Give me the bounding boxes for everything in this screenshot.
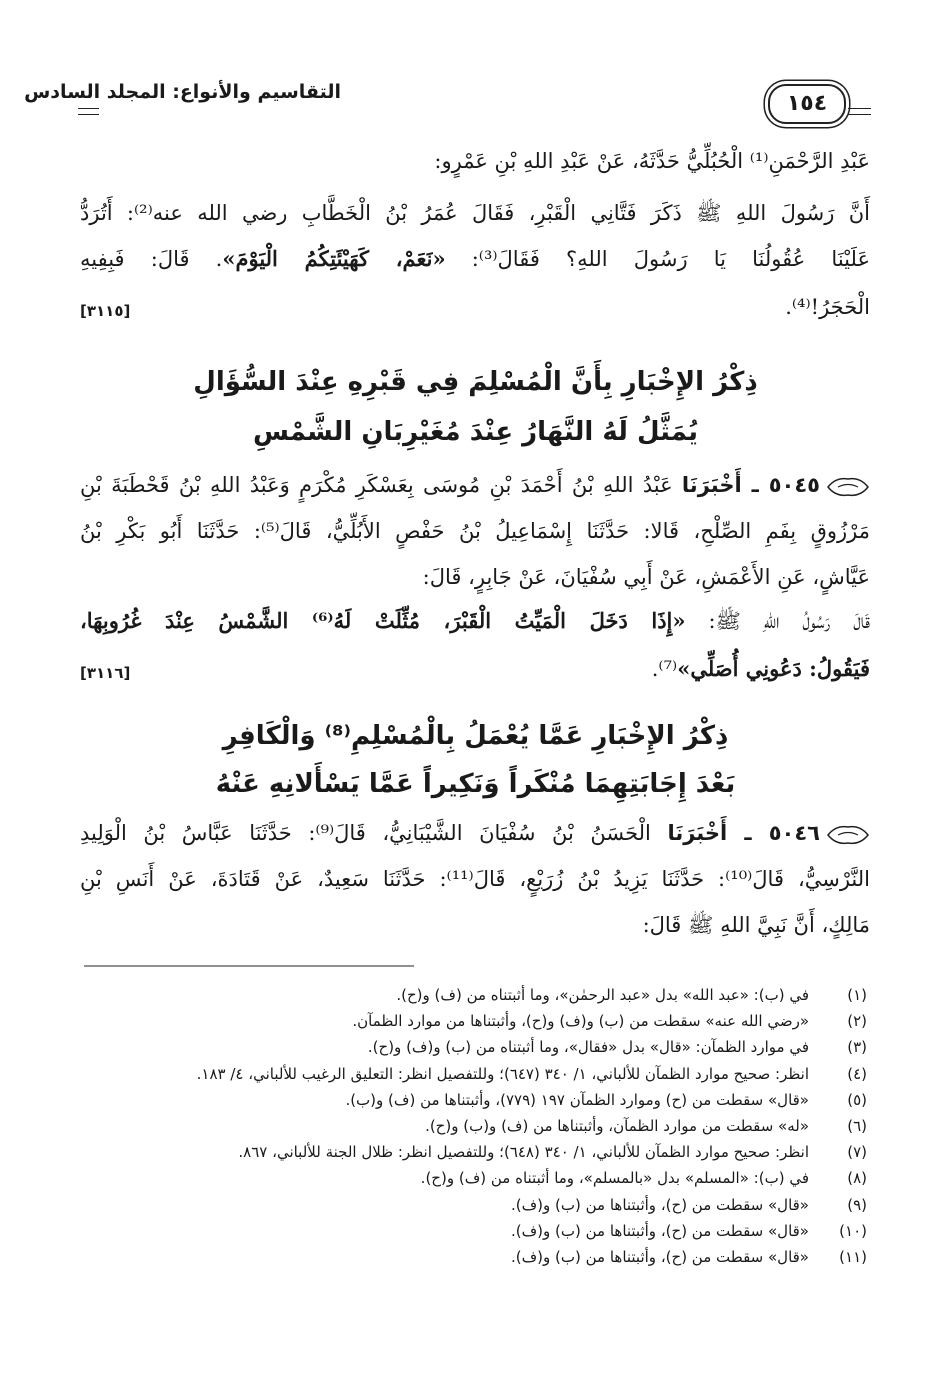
body-line: الْحَجَرُ!⁽⁴⁾. bbox=[785, 295, 870, 319]
footnote bbox=[77, 1037, 867, 1057]
footnote-text: في (ب): «المسلم» بدل «بالمسلم»، وما أثبتناه من (ف) و(ح). bbox=[420, 1169, 809, 1188]
footnote-text: في (ب): «عبد الله» بدل «عبد الرحمٰن»، وما أثبتناه من (ف) و(ح). bbox=[396, 986, 809, 1004]
header-rule-short bbox=[848, 108, 871, 109]
prophetic-quote: «إِذَا دَخَلَ الْمَيِّتُ الْقَبْرَ، مُثِّلَتْ لَهُ⁽⁶⁾ الشَّمْسُ عِنْدَ غُرُوبِهَا، bbox=[80, 608, 686, 633]
body-text: . قَالَ: فَبِفِيهِ bbox=[80, 247, 223, 271]
body-text: ⁽⁷⁾. bbox=[651, 657, 678, 681]
footnote-text: في موارد الظمآن: «قال» بدل «فقال»، وما أثبتناه من (ب) و(ف) و(ح). bbox=[367, 1038, 809, 1057]
footnote bbox=[77, 1195, 867, 1215]
header-rule-short bbox=[848, 114, 871, 115]
footnote-text: «له» سقطت من موارد الظمآن، وأثبتناها من (ف) و(ب) و(ح). bbox=[425, 1117, 809, 1135]
prophetic-quote: «نَعَمْ، كَهَيْئَتِكُمُ الْيَوْمَ» bbox=[222, 246, 446, 271]
footnote-number: (٧) bbox=[847, 1143, 867, 1162]
footnote-number: (١٠) bbox=[839, 1221, 867, 1240]
hadith-number: ٥٠٤٥ ـ أَخْبَرَنَا bbox=[681, 473, 820, 497]
footnote-number: (٢) bbox=[847, 1012, 867, 1031]
body-text: قَالَ رَسُولُ اللهِ ﷺ: bbox=[685, 609, 870, 633]
running-header-title: التقاسيم والأنواع: المجلد السادس bbox=[24, 81, 341, 103]
akhbarana-ornament-icon bbox=[826, 476, 870, 498]
footnote-text: «قال» سقطت من (ح)، وأثبتناها من (ب) و(ف). bbox=[510, 1195, 809, 1214]
footnote-text: «قال» سقطت من (ح) وموارد الظمآن ١٩٧ (٧٧٩)، وأثبتناها من (ف) و(ب). bbox=[345, 1090, 809, 1109]
body-line bbox=[80, 606, 870, 636]
footnote bbox=[77, 1064, 867, 1084]
footnote bbox=[77, 1247, 867, 1267]
body-text: الْحَسَنُ بْنُ سُفْيَانَ الشَّيْبَانِيُّ، قَالَ⁽⁹⁾: حَدَّثَنَا عَبَّاسُ بْنُ الْوَلِيدِ bbox=[80, 821, 668, 845]
hadith-reference: [٣١١٥] bbox=[80, 302, 131, 320]
hadith-number: ٥٠٤٦ ـ أَخْبَرَنَا bbox=[667, 821, 820, 845]
body-line: عَيَّاشٍ، عَنِ الأَعْمَشِ، عَنْ أَبِي سُفْيَانَ، عَنْ جَابِرٍ، قَالَ: bbox=[422, 565, 870, 589]
footnote-text: انظر: صحيح موارد الظمآن للألباني، ١/ ٣٤٠ (٦٤٨)؛ وللتفصيل انظر: ظلال الجنة للألباني، ٨٦٧. bbox=[238, 1143, 809, 1162]
body-line bbox=[80, 470, 870, 500]
footnote-number: (٨) bbox=[847, 1169, 867, 1188]
footnote bbox=[77, 1116, 867, 1136]
footnote-number: (٦) bbox=[847, 1117, 867, 1135]
body-text: عَبْدُ اللهِ بْنُ أَحْمَدَ بْنِ مُوسَى بِعَسْكَرِ مُكْرَمٍ وَعَبْدُ اللهِ بْنُ قَحْطَبَةَ بْنِ bbox=[80, 473, 682, 497]
footnote-number: (٥) bbox=[847, 1090, 867, 1109]
section-heading: يُمَثَّلُ لَهُ النَّهَارُ عِنْدَ مُغَيْرِبَانِ الشَّمْسِ bbox=[253, 417, 698, 447]
body-line bbox=[80, 244, 870, 274]
body-line: أَنَّ رَسُولَ اللهِ ﷺ ذَكَرَ فَتَّانِي الْقَبْرِ، فَقَالَ عُمَرُ بْنُ الْخَطَّابِ رضي الله عنه⁽²⁾: أَتُرَدُّ bbox=[80, 201, 870, 225]
body-line: مَرْزُوقٍ بِفَمِ الصِّلْحِ، قَالا: حَدَّثَنَا إِسْمَاعِيلُ بْنُ حَفْصٍ الأَبُلِّيُّ، قَالَ⁽⁵⁾: حَدَّثَنَا أَبُو بَكْرِ بْنُ bbox=[80, 519, 870, 543]
hadith-reference: [٣١١٦] bbox=[80, 664, 131, 682]
footnote-text: انظر: صحيح موارد الظمآن للألباني، ١/ ٣٤٠ (٦٤٧)؛ وللتفصيل انظر: التعليق الرغيب للألباني، ٤/ ١٨٣. bbox=[196, 1064, 809, 1083]
prophetic-quote: فَيَقُولُ: دَعُونِي أُصَلِّي» bbox=[677, 656, 870, 681]
footnote-text: «قال» سقطت من (ح)، وأثبتناها من (ب) و(ف). bbox=[510, 1221, 809, 1240]
body-line bbox=[80, 818, 870, 848]
footnote-number: (٩) bbox=[847, 1195, 867, 1214]
body-text: عَلَيْنَا عُقُولُنَا يَا رَسُولَ اللهِ؟ فَقَالَ⁽³⁾: bbox=[445, 247, 870, 271]
footnote bbox=[77, 1090, 867, 1110]
footnote bbox=[77, 1221, 867, 1241]
footnote-separator bbox=[84, 964, 414, 968]
body-line: النَّرْسِيُّ، قَالَ⁽¹⁰⁾: حَدَّثَنَا يَزِيدُ بْنُ زُرَيْعٍ، قَالَ⁽¹¹⁾: حَدَّثَنَا سَعِيدٌ، عَنْ قَتَادَةَ، عَنْ أَنَسِ بْنِ bbox=[80, 867, 870, 891]
footnote-number: (٣) bbox=[847, 1038, 867, 1057]
footnote-number: (١١) bbox=[839, 1248, 867, 1266]
section-heading: ذِكْرُ الإِخْبَارِ بِأَنَّ الْمُسْلِمَ فِي قَبْرِهِ عِنْدَ السُّؤَالِ bbox=[193, 367, 758, 397]
header-rule bbox=[78, 108, 99, 109]
body-line: مَالِكٍ، أَنَّ نَبِيَّ اللهِ ﷺ قَالَ: bbox=[642, 913, 870, 937]
footnote-number: (١) bbox=[847, 986, 867, 1004]
footnote bbox=[77, 1142, 867, 1162]
footnote-text: «قال» سقطت من (ح)، وأثبتناها من (ب) و(ف). bbox=[510, 1248, 809, 1266]
body-line: عَبْدِ الرَّحْمَنِ⁽¹⁾ الْحُبُلِّيُّ حَدَّثَهُ، عَنْ عَبْدِ اللهِ بْنِ عَمْرٍو: bbox=[434, 149, 870, 173]
footnote bbox=[77, 985, 867, 1005]
footnote-text: «رضي الله عنه» سقطت من (ب) و(ف) و(ح)، وأثبتناها من موارد الظمآن. bbox=[352, 1012, 809, 1031]
footnote bbox=[77, 1011, 867, 1031]
footnote-number: (٤) bbox=[847, 1064, 867, 1083]
footnote bbox=[77, 1168, 867, 1188]
header-rule bbox=[78, 114, 99, 115]
section-heading: بَعْدَ إِجَابَتِهِمَا مُنْكَراً وَنَكِيراً عَمَّا يَسْأَلانِهِ عَنْهُ bbox=[215, 769, 736, 799]
body-line bbox=[80, 654, 870, 684]
akhbarana-ornament-icon bbox=[826, 824, 870, 846]
page-number: ١٥٤ bbox=[768, 84, 846, 124]
section-heading: ذِكْرُ الإِخْبَارِ عَمَّا يُعْمَلُ بِالْمُسْلِمِ⁽⁸⁾ وَالْكَافِرِ bbox=[222, 721, 729, 751]
